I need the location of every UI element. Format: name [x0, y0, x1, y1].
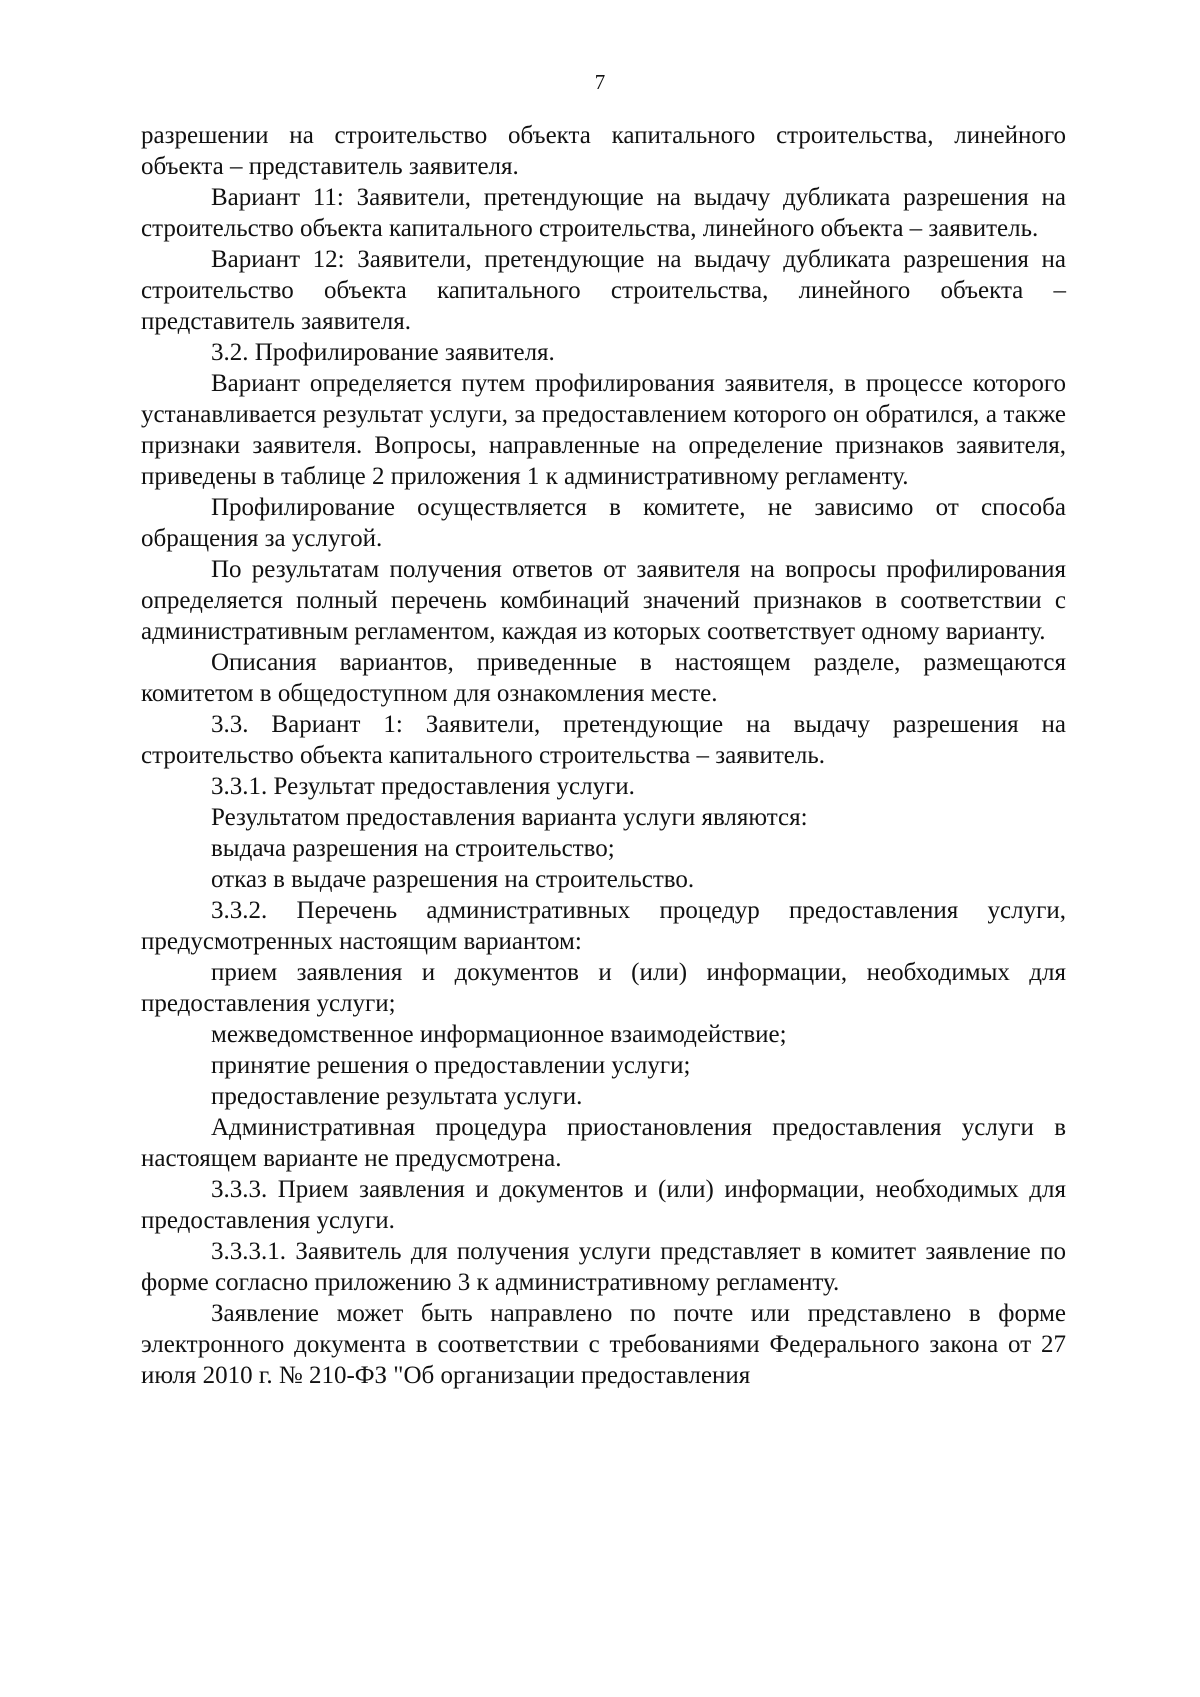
paragraph: Описания вариантов, приведенные в настоящем разделе, размещаются комитетом в общедоступном для ознакомления месте. — [141, 649, 1066, 707]
paragraph: Профилирование осуществляется в комитете, не зависимо от способа обращения за услугой. — [141, 494, 1066, 552]
page-number: 7 — [594, 70, 606, 94]
paragraph: Заявление может быть направлено по почте или представлено в форме электронного документа в соответствии с требованиями Федерального закона от 27 июля 2010 г. № 210-ФЗ "Об организации предоставления — [141, 1300, 1066, 1389]
paragraph: Административная процедура приостановления предоставления услуги в настоящем варианте не предусмотрена. — [141, 1114, 1066, 1172]
paragraph: Вариант 11: Заявители, претендующие на выдачу дубликата разрешения на строительство объекта капитального строительства, линейного объекта – заявитель. — [141, 184, 1066, 242]
paragraph: Результатом предоставления варианта услуги являются: — [211, 804, 808, 831]
paragraph: 3.3.3.1. Заявитель для получения услуги представляет в комитет заявление по форме согласно приложению 3 к административному регламенту. — [141, 1238, 1066, 1296]
paragraph: По результатам получения ответов от заявителя на вопросы профилирования определяется полный перечень комбинаций значений признаков в соответствии с административным регламентом, каждая из которых соответствует одному варианту. — [141, 556, 1066, 645]
subsection-heading: 3.3.1. Результат предоставления услуги. — [211, 773, 635, 800]
subsection-heading: 3.3.3. Прием заявления и документов и (или) информации, необходимых для предоставления услуги. — [141, 1176, 1066, 1234]
paragraph: разрешении на строительство объекта капитального строительства, линейного объекта – представитель заявителя. — [141, 122, 1066, 180]
paragraph: Вариант определяется путем профилирования заявителя, в процессе которого устанавливается результат услуги, за предоставлением которого он обратился, а также признаки заявителя. Вопросы, направленные на определение признаков заявителя, приведены в таблице 2 приложения 1 к административному регламенту. — [141, 370, 1066, 490]
document-body — [141, 120, 1066, 1391]
list-item: выдача разрешения на строительство; — [211, 835, 615, 862]
list-item: отказ в выдаче разрешения на строительство. — [211, 866, 695, 893]
list-item: межведомственное информационное взаимодействие; — [211, 1021, 787, 1048]
section-heading: 3.2. Профилирование заявителя. — [211, 339, 555, 366]
list-item: предоставление результата услуги. — [211, 1083, 583, 1110]
paragraph: Вариант 12: Заявители, претендующие на выдачу дубликата разрешения на строительство объекта капитального строительства, линейного объекта – представитель заявителя. — [141, 246, 1066, 335]
list-item: принятие решения о предоставлении услуги; — [211, 1052, 691, 1079]
subsection-heading: 3.3.2. Перечень административных процедур предоставления услуги, предусмотренных настоящим вариантом: — [141, 897, 1066, 955]
list-item: прием заявления и документов и (или) информации, необходимых для предоставления услуги; — [141, 959, 1066, 1017]
section-heading: 3.3. Вариант 1: Заявители, претендующие на выдачу разрешения на строительство объекта капитального строительства – заявитель. — [141, 711, 1066, 769]
